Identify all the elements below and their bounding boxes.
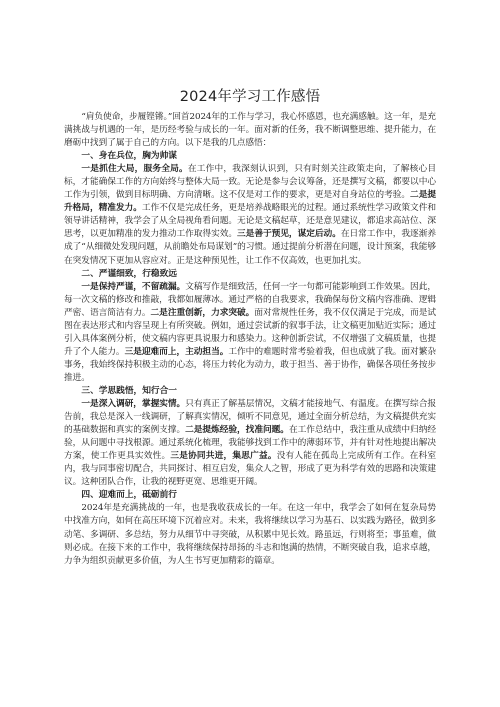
section-4-body: 2024年是充满挑战的一年，也是我收获成长的一年。在这一年中，我学会了如何在复杂局势中找准方向，如何在高压环境下沉着应对。未来，我将继续以学习为基石、以实践为路径，做到多动笔、多调研、多总结，努力从细节中寻突破，从积累中见长效。路虽远，行则将至；事虽难，做则必成。在接下来的工作中，我将继续保持昂扬的斗志和饱满的热情，不断突破自我，追求卓越，力争为组织贡献更多价值，为人生书写更加精彩的篇章。 bbox=[64, 503, 436, 566]
section-3-body bbox=[64, 398, 436, 489]
section-1-body bbox=[64, 163, 436, 267]
section-2-heading: 二、严谨细致，行稳致远 bbox=[81, 268, 177, 279]
s2-point-2-lead: 二是注重创新，力求突破。 bbox=[150, 307, 255, 318]
section-1-heading: 一、身在兵位，胸为帅谋 bbox=[81, 151, 177, 162]
s1-point-3-text: 在日常工作中，我逐渐养成了“从细微处发现问题，从前瞻处布局谋划”的习惯。通过提前分析潜在问题，设计预案，我能够在突发情况下更加从容应对。正是这种预见性，让工作不仅高效，也更加扎实。 bbox=[64, 229, 436, 266]
s2-point-2-text: 面对常规性任务，我不仅仅满足于完成，而是试图在表达形式和内容呈现上有所突破。例如，通过尝试新的叙事手法，让文稿更加贴近实际；通过引入具体案例分析，使文稿内容更具说服力和感染力。这种创新尝试，不仅增强了文稿质量，也提升了个人能力。 bbox=[64, 307, 436, 357]
s3-point-3-lead: 三是协同共进，集思广益。 bbox=[170, 451, 277, 462]
s1-point-1-lead: 一是抓住大局，服务全局。 bbox=[81, 164, 188, 175]
s2-point-3-lead: 三是迎难而上，主动担当。 bbox=[124, 346, 229, 357]
section-4-heading: 四、迎难而上，砥砺前行 bbox=[81, 490, 177, 501]
s3-point-3-text: 没有人能在孤岛上完成所有工作。在科室内，我与同事密切配合，共同探讨、相互启发，集众人之智，形成了更为科学有效的思路和决策建议。这种团队合作，让我的视野更宽、思维更开阔。 bbox=[64, 451, 436, 488]
section-3-heading: 三、学思践悟，知行合一 bbox=[81, 385, 177, 396]
s1-point-2-lead: 二是提升格局，精准发力。 bbox=[64, 190, 436, 214]
s2-point-3-text: 工作中的难题时常考验着我，但也成就了我。面对繁杂事务，我始终保持积极主动的心态，将压力转化为动力，敢于担当、善于协作，确保各项任务按步推进。 bbox=[64, 346, 436, 383]
document-title: 2024年学习工作感悟 bbox=[179, 89, 321, 105]
section-2-body bbox=[64, 281, 436, 385]
intro-paragraph: “肩负使命，步履铿锵。”回首2024年的工作与学习，我心怀感恩，也充满感触。这一年，是充满挑战与机遇的一年，是历经考验与成长的一年。面对新的任务，我不断调整思维、提升能力，在磨砺中找到了属于自己的方向。以下是我的几点感悟： bbox=[64, 112, 436, 149]
s2-point-1-text: 文稿写作是细致活，任何一字一句都可能影响到工作效果。因此，每一次文稿的修改和推敲，我都如履薄冰。通过严格的自我要求，我确保每份文稿内容准确、逻辑严密、语言简洁有力。 bbox=[64, 281, 436, 318]
s1-point-3-lead: 三是善于预见，谋定后动。 bbox=[237, 229, 341, 240]
s1-point-1-text: 在工作中，我深刻认识到，只有时刻关注政策走向，了解核心目标，才能确保工作的方向始终与整体大局一致。无论是参与会议筹备，还是撰写文稿，都要以中心工作为引领，做到目标明确、方向清晰。这不仅是对工作的要求，更是对自身站位的考验。 bbox=[64, 164, 436, 201]
s3-point-1-text: 只有真正了解基层情况，文稿才能接地气、有温度。在撰写综合报告前，我总是深入一线调研，了解真实情况，倾听不同意见，通过全面分析总结，为文稿提供充实的基础数据和真实的案例支撑。 bbox=[64, 399, 436, 436]
s3-point-1-lead: 一是深入调研，掌握实情。 bbox=[81, 399, 186, 410]
s3-point-2-text: 在工作总结中，我注重从成绩中归纳经验，从问题中寻找根源。通过系统化梳理，我能够找到工作中的薄弱环节，并有针对性地提出解决方案，使工作更具实效性。 bbox=[64, 425, 436, 462]
s1-point-2-text: 工作不仅是完成任务，更是培养战略眼光的过程。通过系统性学习政策文件和领导讲话精神，我学会了从全局视角看问题。无论是文稿起草，还是意见建议，都追求高站位、深思考，以更加精准的发力推动工作取得实效。 bbox=[64, 203, 436, 240]
s3-point-2-lead: 二是提炼经验，找准问题。 bbox=[185, 425, 289, 436]
s2-point-1-lead: 一是保持严谨，不留疏漏。 bbox=[81, 281, 186, 292]
